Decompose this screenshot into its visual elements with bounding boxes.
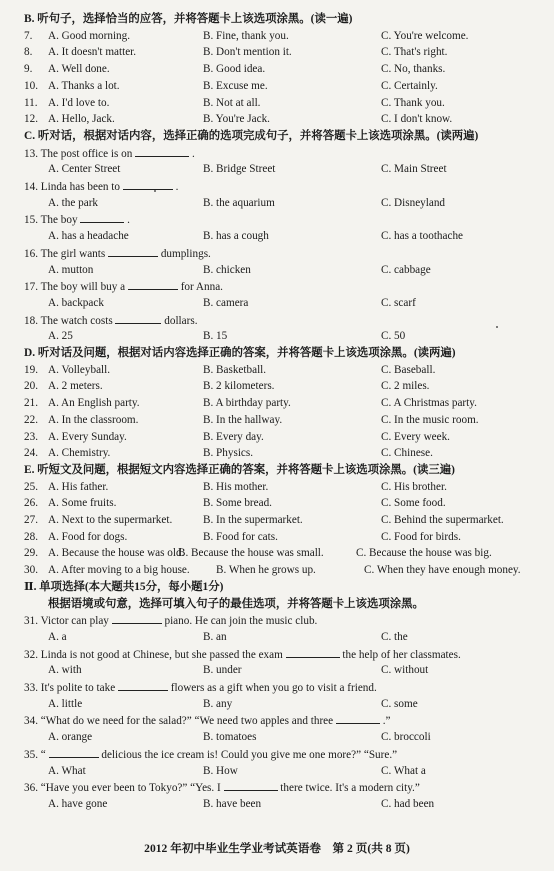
answer-options-row <box>0 448 554 463</box>
option-c: C. broccoli <box>381 731 431 744</box>
option-a: A. 25 <box>48 330 73 343</box>
question-number: 29. <box>24 547 38 560</box>
option-b: B. 2 kilometers. <box>203 380 275 393</box>
option-c: C. 2 miles. <box>381 380 430 393</box>
question-number: 28. <box>24 530 38 543</box>
answer-blank <box>224 782 278 791</box>
option-c: C. some <box>381 697 418 710</box>
question-stem <box>24 181 554 196</box>
page-footer: 2012 年初中毕业生学业考试英语卷 第 2 页(共 8 页) <box>144 842 410 855</box>
option-c: C. had been <box>381 797 435 810</box>
answer-options-row <box>0 432 554 447</box>
option-c: C. That's right. <box>381 46 448 59</box>
option-c: C. His brother. <box>381 480 447 493</box>
option-c: C. Thank you. <box>381 96 445 109</box>
option-a: A. I'd love to. <box>48 96 110 109</box>
answer-options-row <box>0 799 554 814</box>
answer-blank <box>123 181 173 190</box>
question-stem <box>24 682 554 697</box>
answer-options-row <box>0 415 554 430</box>
question-stem <box>24 248 554 263</box>
option-a: A. Thanks a lot. <box>48 79 120 92</box>
stem-text: Linda is not good at Chinese, but she passed the exam <box>40 648 286 661</box>
option-b: B. In the hallway. <box>203 413 283 426</box>
stem-text-after: flowers as a gift when you go to visit a friend. <box>168 682 377 694</box>
answer-options-row <box>0 515 554 530</box>
option-b: B. the aquarium <box>203 196 275 209</box>
option-b: B. Basketball. <box>203 363 267 376</box>
stem-text: Victor can play <box>40 615 112 628</box>
option-a: A. Good morning. <box>48 29 131 42</box>
option-c: C. scarf <box>381 296 416 309</box>
option-a: A. What <box>48 764 86 777</box>
question-number: 9. <box>24 63 33 76</box>
answer-blank <box>128 281 178 290</box>
option-b: B. under <box>203 664 242 677</box>
option-b: B. 15 <box>203 330 228 343</box>
option-a: A. Because the house was old. <box>48 547 185 560</box>
question-number: 15. <box>24 214 41 227</box>
option-c: C. cabbage <box>381 263 431 276</box>
question-number: 27. <box>24 514 38 526</box>
option-a: A. After moving to a big house. <box>48 564 190 577</box>
option-a: A. An English party. <box>48 397 140 410</box>
question-stem <box>24 148 554 163</box>
stem-text: Linda has been to <box>40 181 123 193</box>
section-heading: E. 听短文及问题，根据短文内容选择正确的答案，并将答题卡上该选项涂黑。(读三遍) <box>24 463 455 476</box>
option-a: A. mutton <box>48 263 94 276</box>
section-heading: C. 听对话，根据对话内容，选择正确的选项完成句子，并将答题卡上该选项涂黑。(读两遍) <box>24 129 479 142</box>
answer-blank <box>118 682 168 691</box>
option-b: B. Physics. <box>203 447 254 460</box>
option-b: B. Bridge Street <box>203 163 276 176</box>
option-b: B. A birthday party. <box>203 397 291 410</box>
answer-options-row <box>0 498 554 513</box>
question-number: 14. <box>24 181 41 193</box>
option-c: C. Chinese. <box>381 447 433 460</box>
option-c: C. No, thanks. <box>381 63 446 76</box>
option-c: C. Main Street <box>381 163 447 176</box>
answer-options-row <box>0 31 554 46</box>
stem-text-after: dollars. <box>161 314 198 327</box>
answer-blank <box>108 248 158 257</box>
option-b: B. Every day. <box>203 430 264 443</box>
option-b: B. In the supermarket. <box>203 514 303 526</box>
answer-options-row <box>0 47 554 62</box>
stem-text: The post office is on <box>40 147 136 160</box>
option-c: C. Some food. <box>381 497 446 510</box>
option-b: B. camera <box>203 296 249 309</box>
option-a: A. Chemistry. <box>48 447 111 460</box>
option-c: C. You're welcome. <box>381 29 469 42</box>
question-number: 36. <box>24 782 41 795</box>
answer-options-row <box>0 548 554 563</box>
option-a: A. orange <box>48 731 93 744</box>
answer-options-row <box>0 231 554 246</box>
option-a: A. a <box>48 630 67 643</box>
stem-text-after: piano. He can join the music club. <box>161 615 318 628</box>
option-a: A. In the classroom. <box>48 413 139 426</box>
answer-blank <box>80 214 124 223</box>
answer-options-row <box>0 365 554 380</box>
section-heading: B. 听句子，选择恰当的应答，并将答题卡上该选项涂黑。(读一遍) <box>24 13 353 25</box>
option-a: A. Food for dogs. <box>48 530 128 543</box>
option-b: B. Not at all. <box>203 96 261 109</box>
stem-text: “Have you ever been to Tokyo?” “Yes. I <box>40 782 224 795</box>
option-b: B. Good idea. <box>203 63 266 76</box>
stem-text: The watch costs <box>40 314 116 327</box>
answer-options-row <box>0 398 554 413</box>
option-c: C. Every week. <box>381 430 450 443</box>
option-b: B. How <box>203 764 238 777</box>
question-number: 30. <box>24 564 38 577</box>
answer-options-row <box>0 699 554 714</box>
option-c: C. without <box>381 664 429 677</box>
option-a: A. has a headache <box>48 230 129 243</box>
answer-blank <box>112 615 162 624</box>
option-b: B. have been <box>203 797 262 810</box>
option-c: C. Food for birds. <box>381 530 461 543</box>
answer-options-row <box>0 482 554 497</box>
stem-text-after: for Anna. <box>177 281 223 294</box>
print-speck <box>154 190 156 192</box>
question-number: 26. <box>24 497 38 510</box>
option-a: A. His father. <box>48 480 109 493</box>
answer-options-row <box>0 64 554 79</box>
option-b: B. His mother. <box>203 480 269 493</box>
option-c: C. has a toothache <box>381 230 464 243</box>
option-a: A. the park <box>48 196 99 209</box>
question-number: 32. <box>24 648 41 661</box>
option-c: C. A Christmas party. <box>381 397 477 410</box>
option-b: B. Excuse me. <box>203 79 268 92</box>
option-a: A. Every Sunday. <box>48 430 127 443</box>
option-a: A. have gone <box>48 797 108 810</box>
answer-options-row <box>0 114 554 129</box>
answer-blank <box>115 315 161 324</box>
option-b: B. When he grows up. <box>216 564 316 577</box>
print-speck <box>496 326 498 328</box>
answer-options-row <box>0 381 554 396</box>
question-number: 33. <box>24 682 41 694</box>
option-b: B. Some bread. <box>203 497 272 510</box>
question-number: 7. <box>24 29 33 42</box>
question-number: 19. <box>24 363 38 376</box>
option-c: C. I don't know. <box>381 113 453 126</box>
question-stem <box>24 315 554 330</box>
option-b: B. chicken <box>203 263 251 276</box>
question-stem <box>24 782 554 797</box>
option-b: B. Fine, thank you. <box>203 29 289 42</box>
answer-options-row <box>0 766 554 781</box>
option-c: C. What a <box>381 764 426 777</box>
answer-options-row <box>0 532 554 547</box>
option-a: A. Volleyball. <box>48 363 111 376</box>
answer-options-row <box>0 565 554 580</box>
answer-blank <box>336 715 380 724</box>
option-a: A. It doesn't matter. <box>48 46 137 59</box>
stem-text-after: . <box>172 181 179 193</box>
stem-text: The boy <box>40 214 81 227</box>
question-stem <box>24 649 554 664</box>
section-heading: Ⅱ. 单项选择(本大题共15分，每小题1分) <box>24 580 224 593</box>
option-c: C. 50 <box>381 330 406 343</box>
question-stem <box>24 281 554 296</box>
question-number: 20. <box>24 380 38 393</box>
question-stem <box>24 749 554 764</box>
answer-options-row <box>0 265 554 280</box>
question-number: 22. <box>24 413 38 426</box>
answer-options-row <box>0 331 554 346</box>
option-c: C. Behind the supermarket. <box>381 514 504 526</box>
stem-text: It's polite to take <box>40 682 118 694</box>
option-b: B. Because the house was small. <box>178 547 324 560</box>
stem-text: The girl wants <box>40 247 109 260</box>
option-a: A. little <box>48 697 83 710</box>
option-a: A. Center Street <box>48 163 121 176</box>
answer-options-row <box>0 632 554 647</box>
question-number: 10. <box>24 79 38 92</box>
option-b: B. tomatoes <box>203 731 257 744</box>
stem-text: “What do we need for the salad?” “We need two apples and three <box>40 715 336 728</box>
option-b: B. any <box>203 697 233 710</box>
answer-options-row <box>0 81 554 96</box>
option-c: C. the <box>381 630 408 643</box>
question-number: 11. <box>24 96 38 109</box>
answer-blank <box>49 749 99 758</box>
question-number: 35. <box>24 748 41 761</box>
option-c: C. Disneyland <box>381 196 446 209</box>
option-b: B. has a cough <box>203 230 269 243</box>
question-number: 25. <box>24 480 38 493</box>
stem-text-after: . <box>189 147 195 160</box>
answer-options-row <box>0 198 554 213</box>
answer-options-row <box>0 665 554 680</box>
question-stem <box>24 214 554 229</box>
stem-text-after: .” <box>379 715 391 728</box>
option-c: C. Baseball. <box>381 363 436 376</box>
stem-text-after: dumplings. <box>158 247 211 260</box>
stem-text-after: . <box>124 214 130 227</box>
question-number: 31. <box>24 615 41 628</box>
answer-options-row <box>0 732 554 747</box>
option-b: B. Food for cats. <box>203 530 278 543</box>
answer-blank <box>286 649 340 658</box>
option-c: C. When they have enough money. <box>364 564 521 577</box>
option-a: A. Hello, Jack. <box>48 113 115 126</box>
question-stem <box>24 715 554 730</box>
answer-options-row <box>0 98 554 113</box>
option-c: C. Certainly. <box>381 79 438 92</box>
question-number: 21. <box>24 397 38 410</box>
option-a: A. with <box>48 664 82 677</box>
question-number: 18. <box>24 314 41 327</box>
question-number: 8. <box>24 46 33 59</box>
option-c: C. In the music room. <box>381 413 479 426</box>
answer-blank <box>135 148 189 157</box>
stem-text-after: delicious the ice cream is! Could you give me one more?” “Sure.” <box>98 748 398 761</box>
option-b: B. an <box>203 630 227 643</box>
question-number: 34. <box>24 715 41 728</box>
option-a: A. Some fruits. <box>48 497 117 510</box>
question-number: 12. <box>24 113 38 126</box>
section-instruction: 根据语境或句意，选择可填入句子的最佳选项，并将答题卡上该选项涂黑。 <box>48 597 424 610</box>
option-b: B. Don't mention it. <box>203 46 292 59</box>
stem-text: “ <box>40 748 49 761</box>
option-a: A. Next to the supermarket. <box>48 514 173 526</box>
question-stem <box>24 615 554 630</box>
question-number: 16. <box>24 247 41 260</box>
stem-text-after: there twice. It's a modern city.” <box>277 782 420 795</box>
question-number: 23. <box>24 430 38 443</box>
option-a: A. backpack <box>48 296 104 309</box>
question-number: 24. <box>24 447 38 460</box>
stem-text-after: the help of her classmates. <box>339 648 461 661</box>
question-number: 13. <box>24 147 41 160</box>
answer-options-row <box>0 164 554 179</box>
option-b: B. You're Jack. <box>203 113 270 126</box>
option-a: A. Well done. <box>48 63 110 76</box>
stem-text: The boy will buy a <box>40 281 128 294</box>
option-c: C. Because the house was big. <box>356 547 492 560</box>
answer-options-row <box>0 298 554 313</box>
option-a: A. 2 meters. <box>48 380 103 393</box>
question-number: 17. <box>24 281 41 294</box>
section-heading: D. 听对话及问题，根据对话内容选择正确的答案，并将答题卡上该选项涂黑。(读两遍) <box>24 347 456 359</box>
